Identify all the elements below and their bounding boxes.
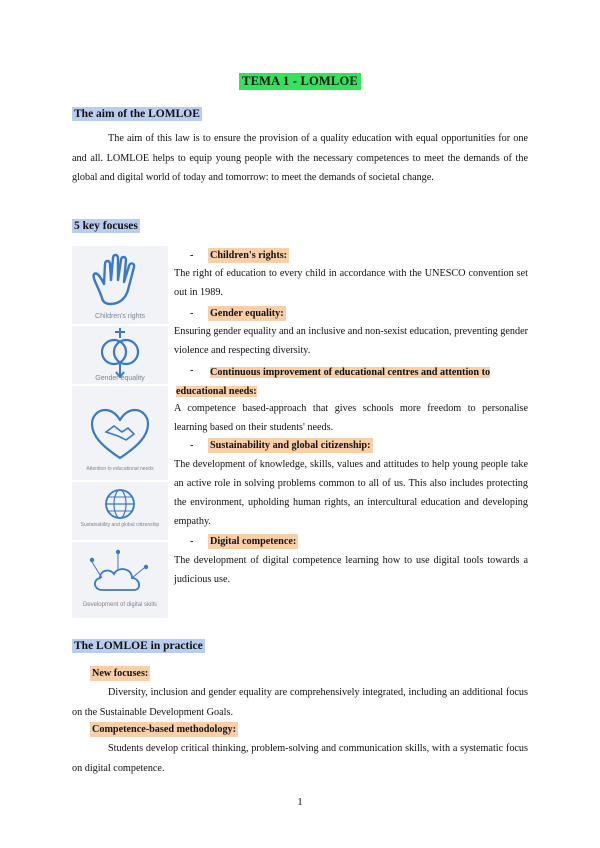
focus-text-childrens-rights: The right of education to every child in accordance with the UNESCO convention set out in 1989. [174, 268, 528, 298]
focus-text-gender-equality: Ensuring gender equality and an inclusive and non-sexist education, preventing gender violence and respecting diversity. [174, 326, 528, 356]
practice-heading: The LOMLOE in practice [74, 640, 203, 652]
childrens-rights-image [72, 246, 168, 324]
bullet-marker: - [190, 440, 194, 451]
focuses-heading: 5 key focuses [74, 220, 138, 232]
focus-text-sustainability: The development of knowledge, skills, values and attitudes to help young people take an active role in solving problems common to all of us. This also includes protecting the environment, upholding human rights, an intercultural education and developing empathy. [174, 459, 528, 527]
educational-needs-image [72, 386, 168, 480]
globe-icon [72, 482, 168, 540]
bullet-marker: - [190, 250, 194, 261]
aim-heading: The aim of the LOMLOE [74, 108, 200, 120]
image-caption: Sustainability and global citizenship [80, 522, 160, 528]
aim-paragraph: The aim of this law is to ensure the provision of a quality education with equal opportunities for one and all. LOMLOE helps to equip young people with the necessary competences to meet the demands of the global and digital world of today and tomorrow: to meet the demands of societal change. [72, 133, 528, 183]
focus-title-childrens-rights: Children's rights: [210, 250, 288, 261]
bullet-marker: - [190, 365, 194, 376]
practice-text-competence-methodology: Students develop critical thinking, problem-solving and communication skills, with a systematic focus on digital competence. [72, 743, 528, 774]
practice-title-competence-methodology: Competence-based methodology: [92, 724, 237, 735]
gender-equality-image [72, 326, 168, 384]
image-caption: Children's rights [95, 313, 145, 320]
sustainability-image [72, 482, 168, 540]
practice-text-new-focuses: Diversity, inclusion and gender equality are comprehensively integrated, including an additional focus on the Sustainable Development Goals. [72, 687, 528, 718]
focus-title-sustainability: Sustainability and global citizenship: [210, 440, 371, 451]
focus-title-digital-competence: Digital competence: [210, 536, 297, 547]
focus-text-educational-needs: A competence based-approach that gives schools more freedom to personalise learning based on their students' needs. [174, 403, 528, 433]
focus-title-gender-equality: Gender equality: [210, 308, 284, 319]
bullet-marker: - [190, 536, 194, 547]
document-title: TEMA 1 - LOMLOE [239, 73, 361, 90]
practice-title-new-focuses: New focuses: [92, 668, 149, 679]
focus-title-educational-needs: Continuous improvement of educational centres and attention to educational needs: [176, 367, 491, 397]
page-number: 1 [297, 796, 303, 808]
image-caption: Gender equality [95, 375, 145, 382]
bullet-marker: - [190, 308, 194, 319]
image-caption: Attention to educational needs [86, 466, 154, 472]
focus-text-digital-competence: The development of digital competence learning how to use digital tools towards a judicious use. [174, 555, 528, 585]
digital-competence-image [72, 542, 168, 618]
image-caption: Development of digital skills [82, 602, 158, 608]
